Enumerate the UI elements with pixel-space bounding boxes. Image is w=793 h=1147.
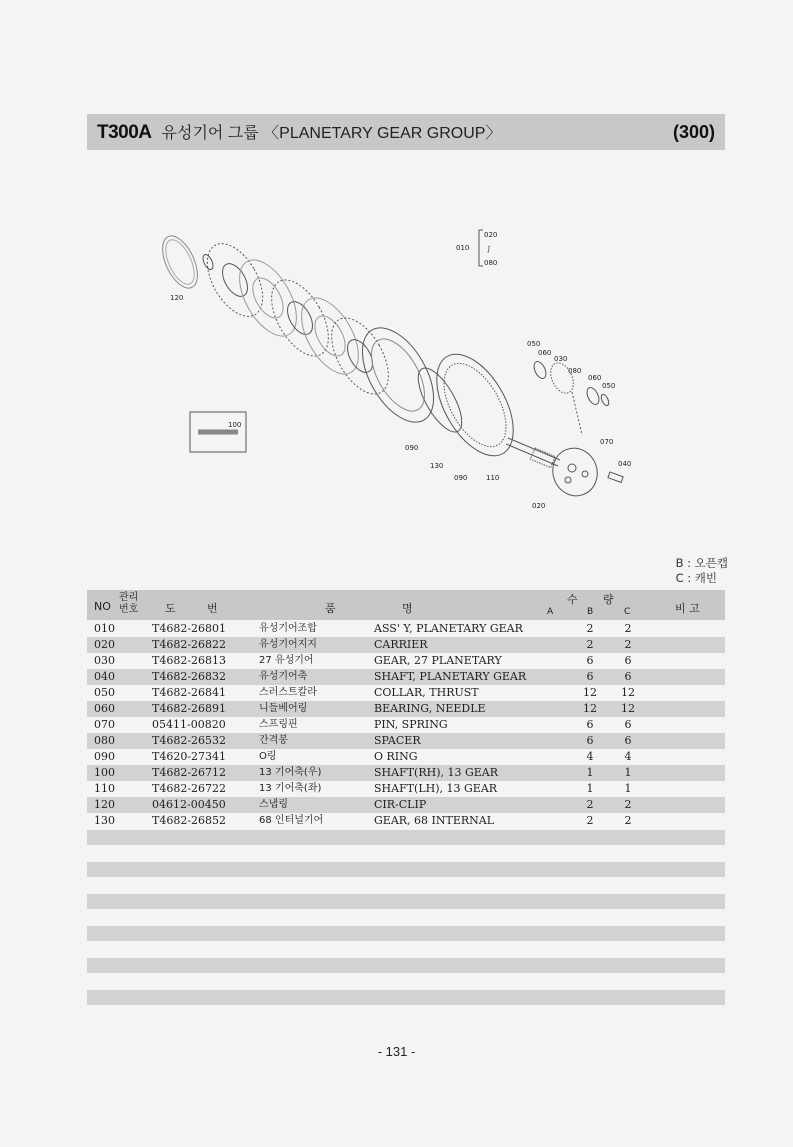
header-mgmt-number: 관리 번호 <box>119 592 139 615</box>
legend-b: B : 오픈캡 <box>675 556 728 570</box>
header-do: 도 <box>165 602 176 615</box>
table-row: 010 T4682-26801 유성기어조합 ASS' Y, PLANETARY GEAR 2 2 <box>94 622 632 635</box>
table-row: 030 T4682-26813 27 유성기어 GEAR, 27 PLANETARY 6 6 <box>94 654 632 667</box>
table-row: 130 T4682-26852 68 인터널기어 GEAR, 68 INTERNAL 2 2 <box>94 814 632 827</box>
snap-ring-part <box>155 231 204 294</box>
page-number: - 131 - <box>377 1044 416 1059</box>
table-row: 060 T4682-26891 니들베어링 BEARING, NEEDLE 12 12 <box>87 701 725 717</box>
table-row: 080 T4682-26532 간격봉 SPACER 6 6 <box>87 733 725 749</box>
friction-disc-1 <box>196 234 274 325</box>
empty-row <box>87 958 725 973</box>
callout-020-top: 020 <box>484 231 498 239</box>
empty-row <box>87 862 725 877</box>
callout-060-a: 060 <box>538 349 552 357</box>
empty-row <box>87 990 725 1005</box>
exploded-parts-diagram <box>140 210 660 520</box>
spacer-pin-part <box>608 472 623 482</box>
table-row: 090 T4620-27341 O링 O RING 4 4 <box>94 750 632 763</box>
table-row: 020 T4682-26822 유성기어지지 CARRIER 2 2 <box>87 637 725 653</box>
callout-tilde: ∫ <box>487 245 491 253</box>
callout-050-b: 050 <box>602 382 616 390</box>
header-b: B <box>587 607 594 617</box>
callout-010: 010 <box>456 244 470 252</box>
table-row: 110 T4682-26722 13 기어축(좌) SHAFT(LH), 13 GEAR 1 1 <box>94 782 632 795</box>
group-code: (300) <box>672 121 715 142</box>
legend <box>676 556 728 586</box>
callout-060-b: 060 <box>588 374 602 382</box>
model-code: T300A <box>97 122 152 143</box>
header-c: C <box>624 607 631 617</box>
table-row: 070 05411-00820 스프링핀 PIN, SPRING 6 6 <box>94 718 632 731</box>
shaft-part <box>506 438 560 468</box>
piston-housing <box>348 316 448 434</box>
table-row: 040 T4682-26832 유성기어축 SHAFT, PLANETARY GEAR 6 6 <box>87 669 725 685</box>
empty-row <box>87 830 725 845</box>
callout-080-top: 080 <box>484 259 498 267</box>
callout-030: 030 <box>554 355 568 363</box>
header-su: 수 <box>567 593 578 606</box>
table-row: 100 T4682-26712 13 기어축(우) SHAFT(RH), 13 GEAR 1 1 <box>87 765 725 781</box>
callout-100: 100 <box>228 421 242 429</box>
callout-050-a: 050 <box>527 340 541 348</box>
table-row: 120 04612-00450 스냅링 CIR-CLIP 2 2 <box>87 797 725 813</box>
table-row: 050 T4682-26841 스러스트칼라 COLLAR, THRUST 12 12 <box>94 686 635 699</box>
empty-row <box>87 894 725 909</box>
callout-110: 110 <box>486 474 500 482</box>
header-pum: 품 <box>325 602 336 615</box>
steel-plate-1 <box>228 251 308 346</box>
friction-disc-3 <box>320 309 400 404</box>
callout-090-b: 090 <box>454 474 468 482</box>
header-myeong: 명 <box>402 602 413 615</box>
empty-row <box>87 926 725 941</box>
header-remark: 비 고 <box>675 602 700 615</box>
callout-130: 130 <box>430 462 444 470</box>
callout-120: 120 <box>170 294 184 302</box>
internal-gear-part <box>421 342 529 469</box>
callout-070: 070 <box>600 438 614 446</box>
header-beon: 번 <box>207 602 218 615</box>
title-bar <box>87 114 725 150</box>
header-a: A <box>547 607 554 617</box>
callout-020: 020 <box>532 502 546 510</box>
friction-disc-2 <box>260 271 340 366</box>
inset-shaft-box <box>190 412 246 452</box>
header-no: NO <box>94 600 111 613</box>
group-title: 유성기어 그룹 〈PLANETARY GEAR GROUP〉 <box>161 125 502 142</box>
callout-090-a: 090 <box>405 444 419 452</box>
group-bracket <box>479 230 483 266</box>
legend-c: C : 캐빈 <box>675 571 718 585</box>
header-ryang: 량 <box>603 593 614 606</box>
callout-080: 080 <box>568 367 582 375</box>
parts-table <box>87 621 725 829</box>
table-header <box>87 590 725 620</box>
callout-040: 040 <box>618 460 632 468</box>
carrier-part <box>546 442 604 502</box>
